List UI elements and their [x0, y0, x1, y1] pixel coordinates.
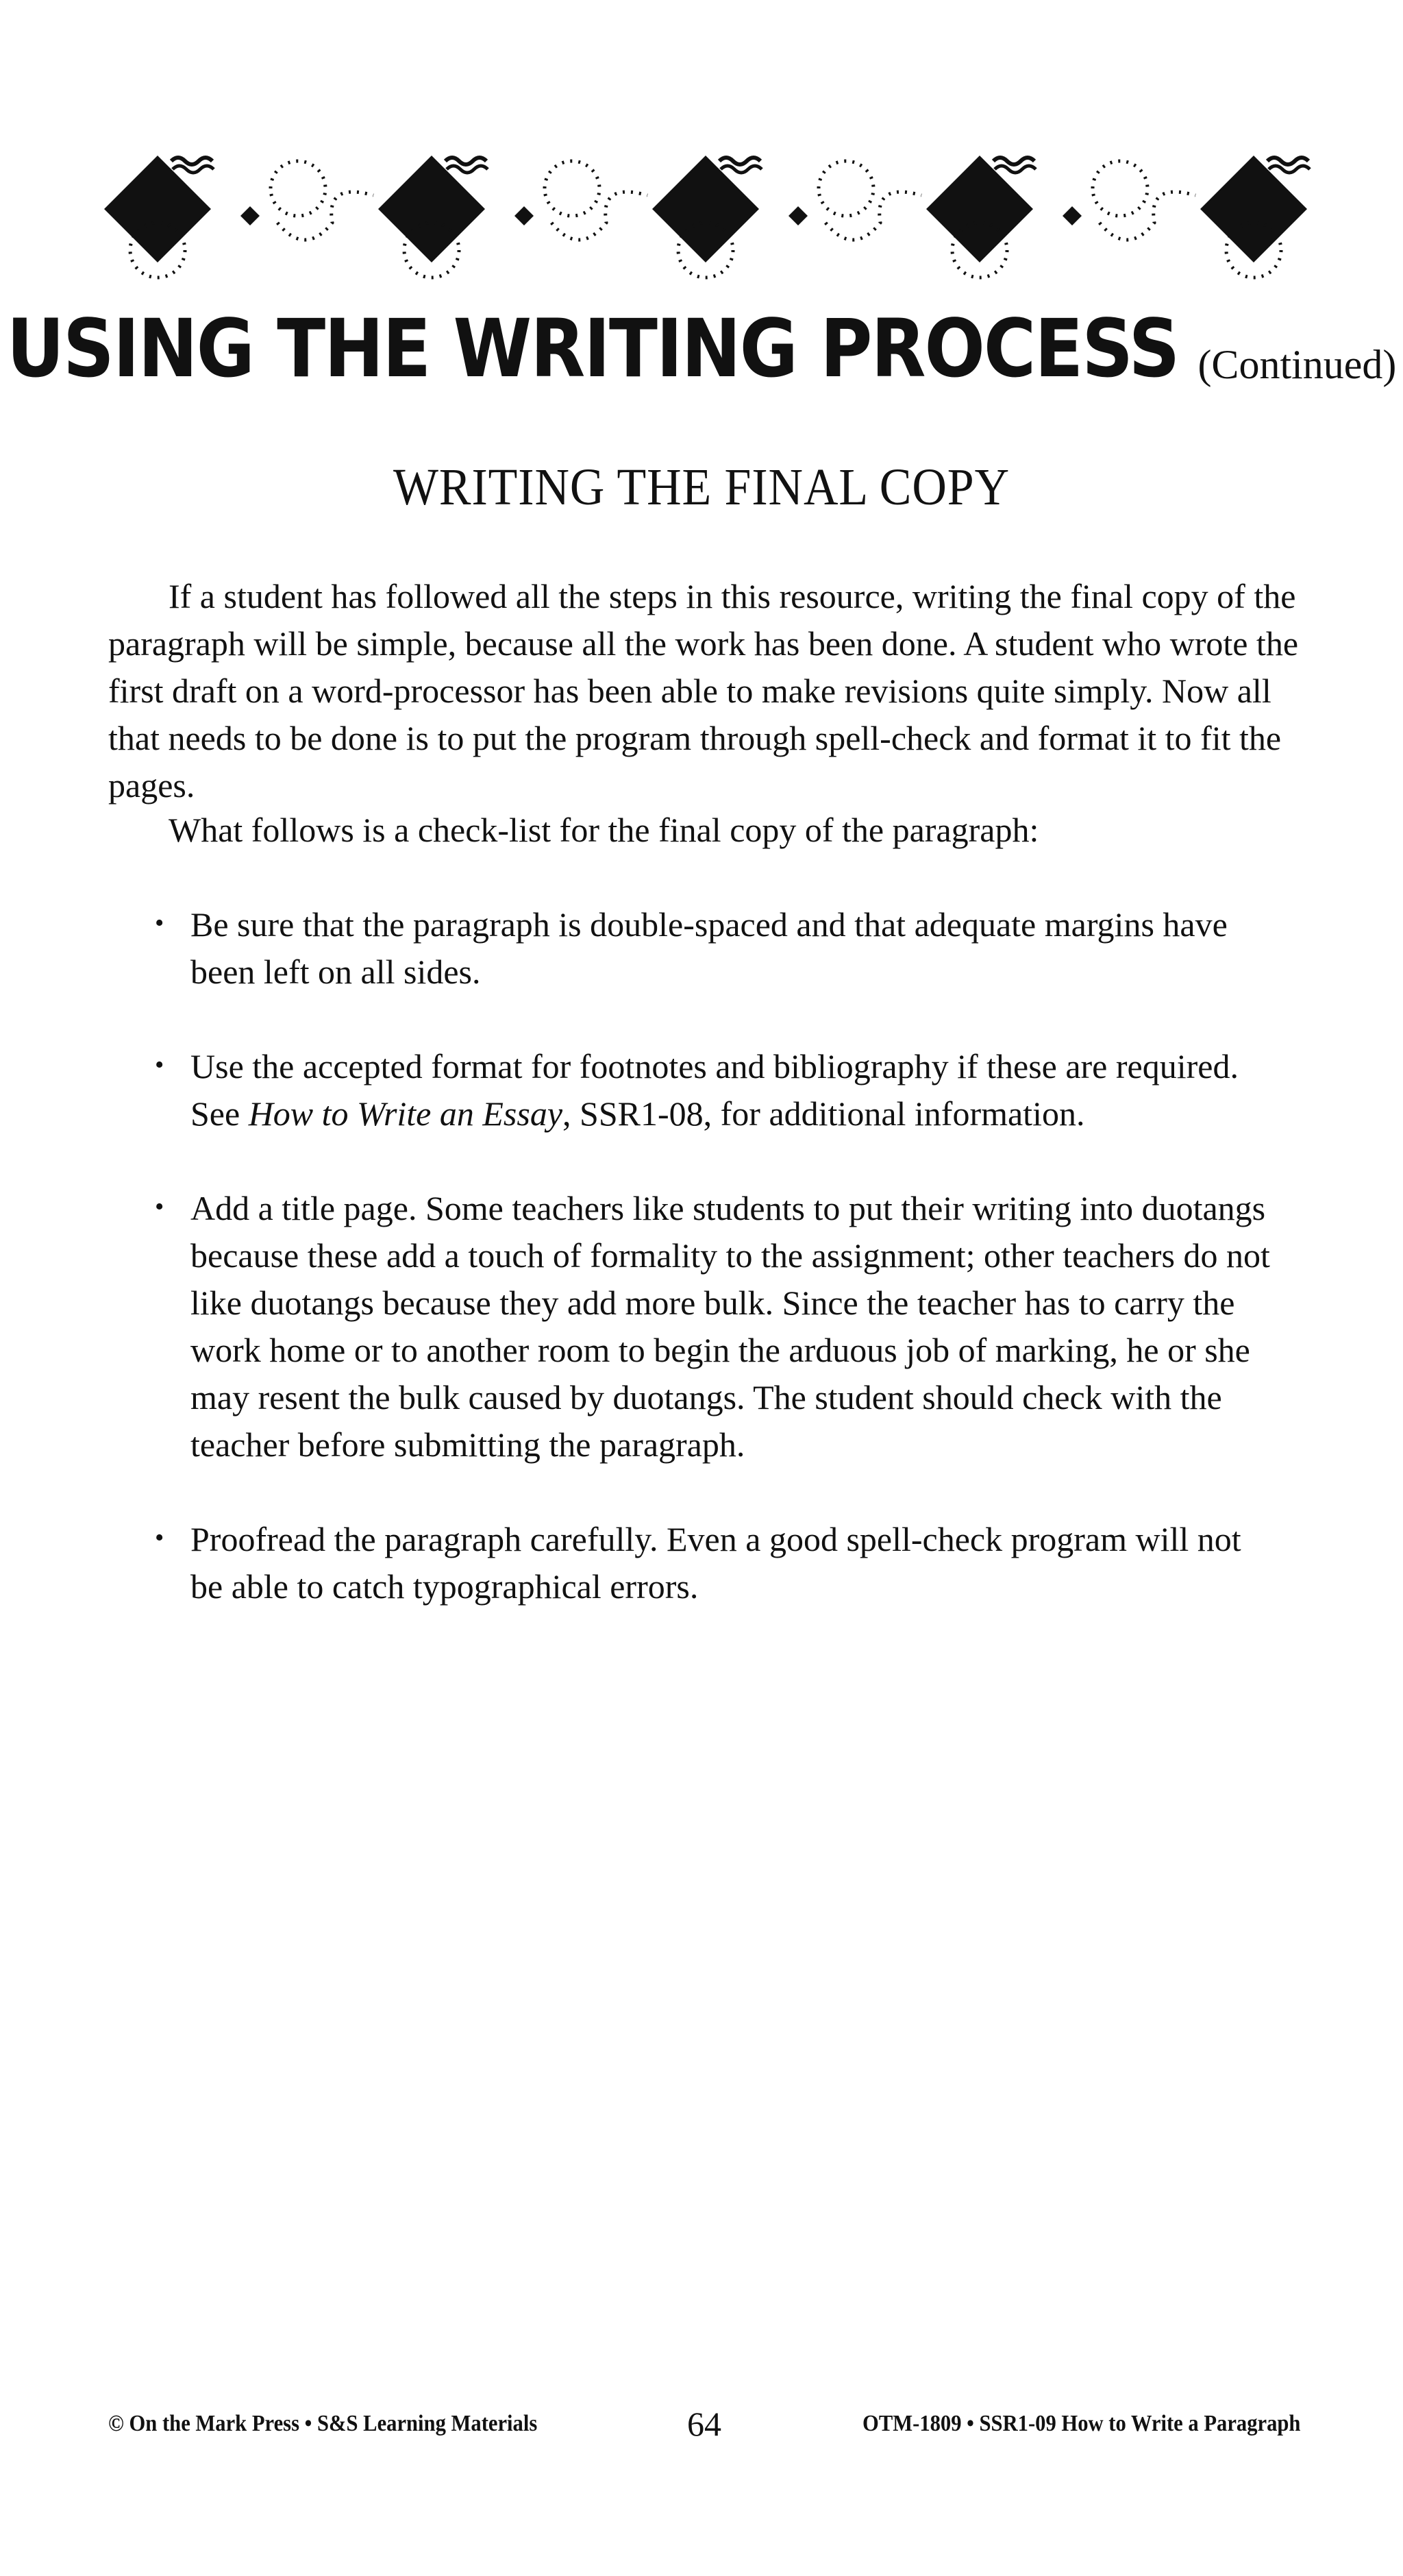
intro-paragraph: If a student has followed all the steps in this resource, writing the final copy of the paragraph will be simple, because all the work has been done. A student who wrote the first draft on a word-processor has been able to make revisions quite simply. Now all that needs to be done is to put the program through spell-check and format it to fit the pages. [108, 577, 1299, 805]
checklist-item [108, 1185, 1273, 1469]
bullet-icon: • [155, 909, 164, 937]
bullet-icon: • [155, 1523, 164, 1552]
page-title-suffix: (Continued) [1197, 342, 1397, 387]
checklist-item [108, 901, 1273, 996]
page-number: 64 [687, 2405, 721, 2443]
checklist-item [108, 1043, 1273, 1138]
page-title-text: USING THE WRITING PROCESS [6, 302, 1179, 395]
page-footer [108, 2404, 1300, 2445]
footer-product-code: OTM-1809 • SSR1-09 How to Write a Paragraph [862, 2411, 1300, 2436]
section-heading: WRITING THE FINAL COPY [393, 458, 1010, 516]
checklist-item-text: Use the accepted format for footnotes and bibliography if these are required. See [190, 1047, 1239, 1133]
checklist-item-text: Proofread the paragraph carefully. Even a good spell-check program will not be able to catch typographical errors. [190, 1520, 1241, 1606]
checklist-item-text: Add a title page. Some teachers like students to put their writing into duotangs because these add a touch of formality to the assignment; other teachers do not like duotangs because they add more bulk. Since the teacher has to carry the work home or to another room to begin the arduous job of marking, he or she may resent the bulk caused by duotangs. The student should check with the teacher before submitting the paragraph. [190, 1189, 1270, 1464]
checklist-item-text: Be sure that the paragraph is double-spaced and that adequate margins have been left on all sides. [190, 905, 1228, 991]
footer-copyright: © On the Mark Press • S&S Learning Materials [108, 2411, 538, 2436]
checklist-intro: What follows is a check-list for the final copy of the paragraph: [169, 811, 1039, 849]
graduation-cap-border-icon [96, 137, 1315, 295]
book-title: How to Write an Essay [248, 1094, 563, 1133]
checklist [108, 901, 1273, 1658]
bullet-icon: • [155, 1051, 164, 1079]
checklist-item-text: , SSR1-08, for additional information. [562, 1094, 1085, 1133]
bullet-icon: • [155, 1192, 164, 1221]
page-title [0, 302, 1403, 395]
checklist-item [108, 1516, 1273, 1610]
